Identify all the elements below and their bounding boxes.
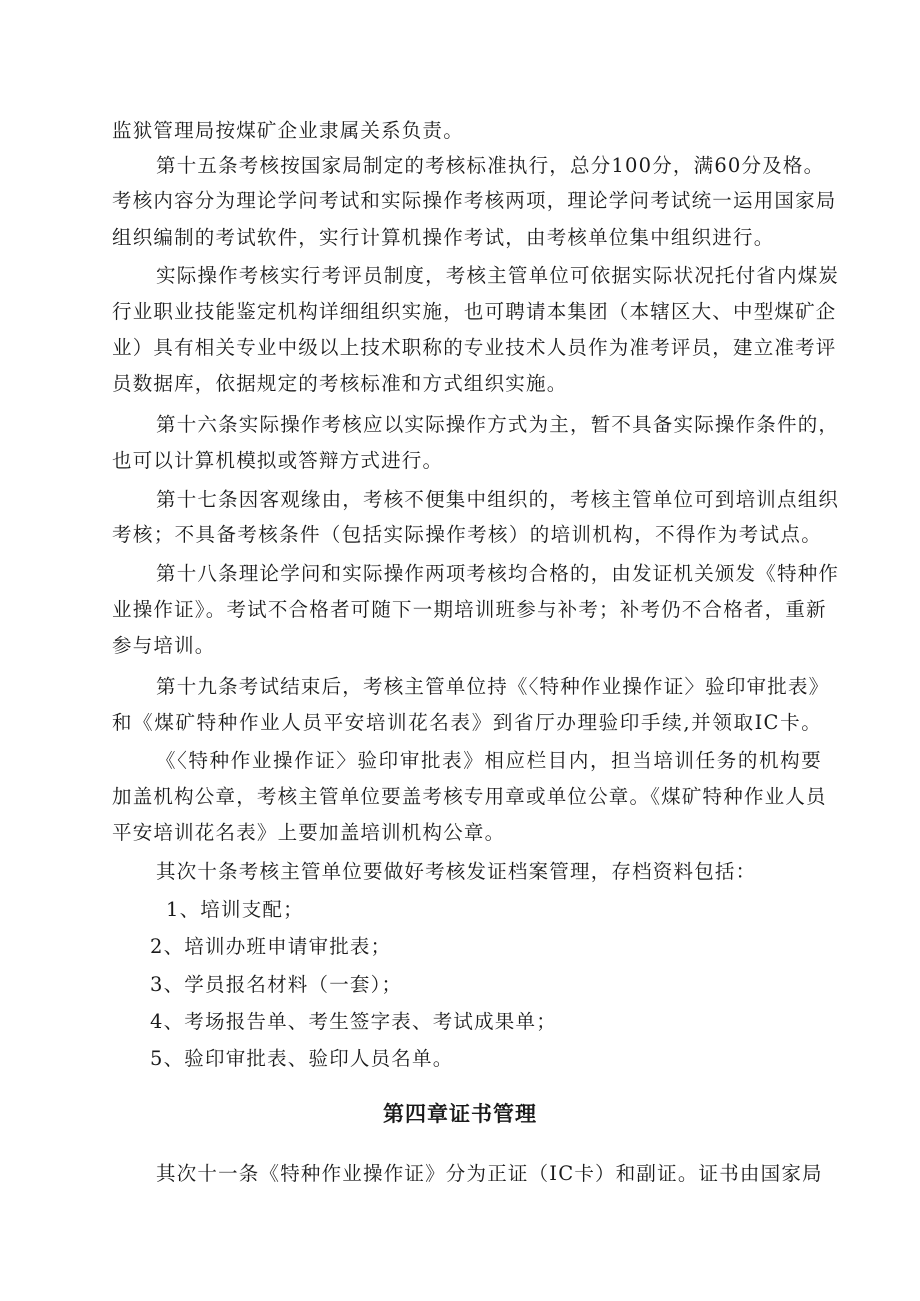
text-line: 组织编制的考试软件，实行计算机操作考试，由考核单位集中组织进行。 xyxy=(112,226,775,249)
text-line: 业）具有相关专业中级以上技术职称的专业技术人员作为准考评员，建立准考评 xyxy=(112,336,837,359)
article-17-line: 第十七条因客观缘由，考核不便集中组织的，考核主管单位可到培训点组织 xyxy=(156,488,840,511)
article-21-line: 其次十一条《特种作业操作证》分为正证（IC卡）和副证。证书由国家局 xyxy=(156,1162,823,1185)
text-line: 行业职业技能鉴定机构详细组织实施，也可聘请本集团（本辖区大、中型煤矿企 xyxy=(112,300,837,323)
list-item: 1、培训支配； xyxy=(166,898,304,921)
article-20-line: 其次十条考核主管单位要做好考核发证档案管理，存档资料包括： xyxy=(156,860,757,883)
text-line: 参与培训。 xyxy=(112,634,216,657)
list-item: 2、培训办班申请审批表； xyxy=(150,935,392,958)
text-line: 《〈特种作业操作证〉验印审批表》相应栏目内，担当培训任务的机构要 xyxy=(156,749,822,772)
text-line: 考核；不具备考核条件（包括实际操作考核）的培训机构，不得作为考试点。 xyxy=(112,523,822,546)
list-item: 4、考场报告单、考生签字表、考试成果单； xyxy=(150,1010,557,1033)
list-item: 3、学员报名材料（一套）； xyxy=(150,973,403,996)
text-line: 业操作证》。考试不合格者可随下一期培训班参与补考；补考仍不合格者，重新 xyxy=(112,598,827,621)
text-line: 也可以计算机模拟或答辩方式进行。 xyxy=(112,449,444,472)
text-line: 考核内容分为理论学问考试和实际操作考核两项，理论学问考试统一运用国家局 xyxy=(112,189,837,212)
list-item: 5、验印审批表、验印人员名单。 xyxy=(150,1047,454,1070)
text-line: 平安培训花名表》上要加盖培训机构公章。 xyxy=(112,821,506,844)
article-18-line: 第十八条理论学问和实际操作两项考核均合格的，由发证机关颁发《特种作 xyxy=(156,562,840,585)
text-line: 实际操作考核实行考评员制度，考核主管单位可依据实际状况托付省内煤炭 xyxy=(156,264,840,287)
chapter-heading: 第四章证书管理 xyxy=(383,1102,537,1126)
text-line: 加盖机构公章，考核主管单位要盖考核专用章或单位公章。《煤矿特种作业人员 xyxy=(112,785,827,808)
text-line: 和《煤矿特种作业人员平安培训花名表》到省厅办理验印手续,并领取IC卡。 xyxy=(112,711,822,734)
article-16-line: 第十六条实际操作考核应以实际操作方式为主，暂不具备实际操作条件的， xyxy=(156,413,840,436)
text-line: 员数据库，依据规定的考核标准和方式组织实施。 xyxy=(112,372,568,395)
text-line: 监狱管理局按煤矿企业隶属关系负责。 xyxy=(112,119,464,142)
article-19-line: 第十九条考试结束后，考核主管单位持《〈特种作业操作证〉验印审批表》 xyxy=(156,675,830,698)
article-15-line: 第十五条考核按国家局制定的考核标准执行，总分100分，满60分及格。 xyxy=(156,154,825,177)
